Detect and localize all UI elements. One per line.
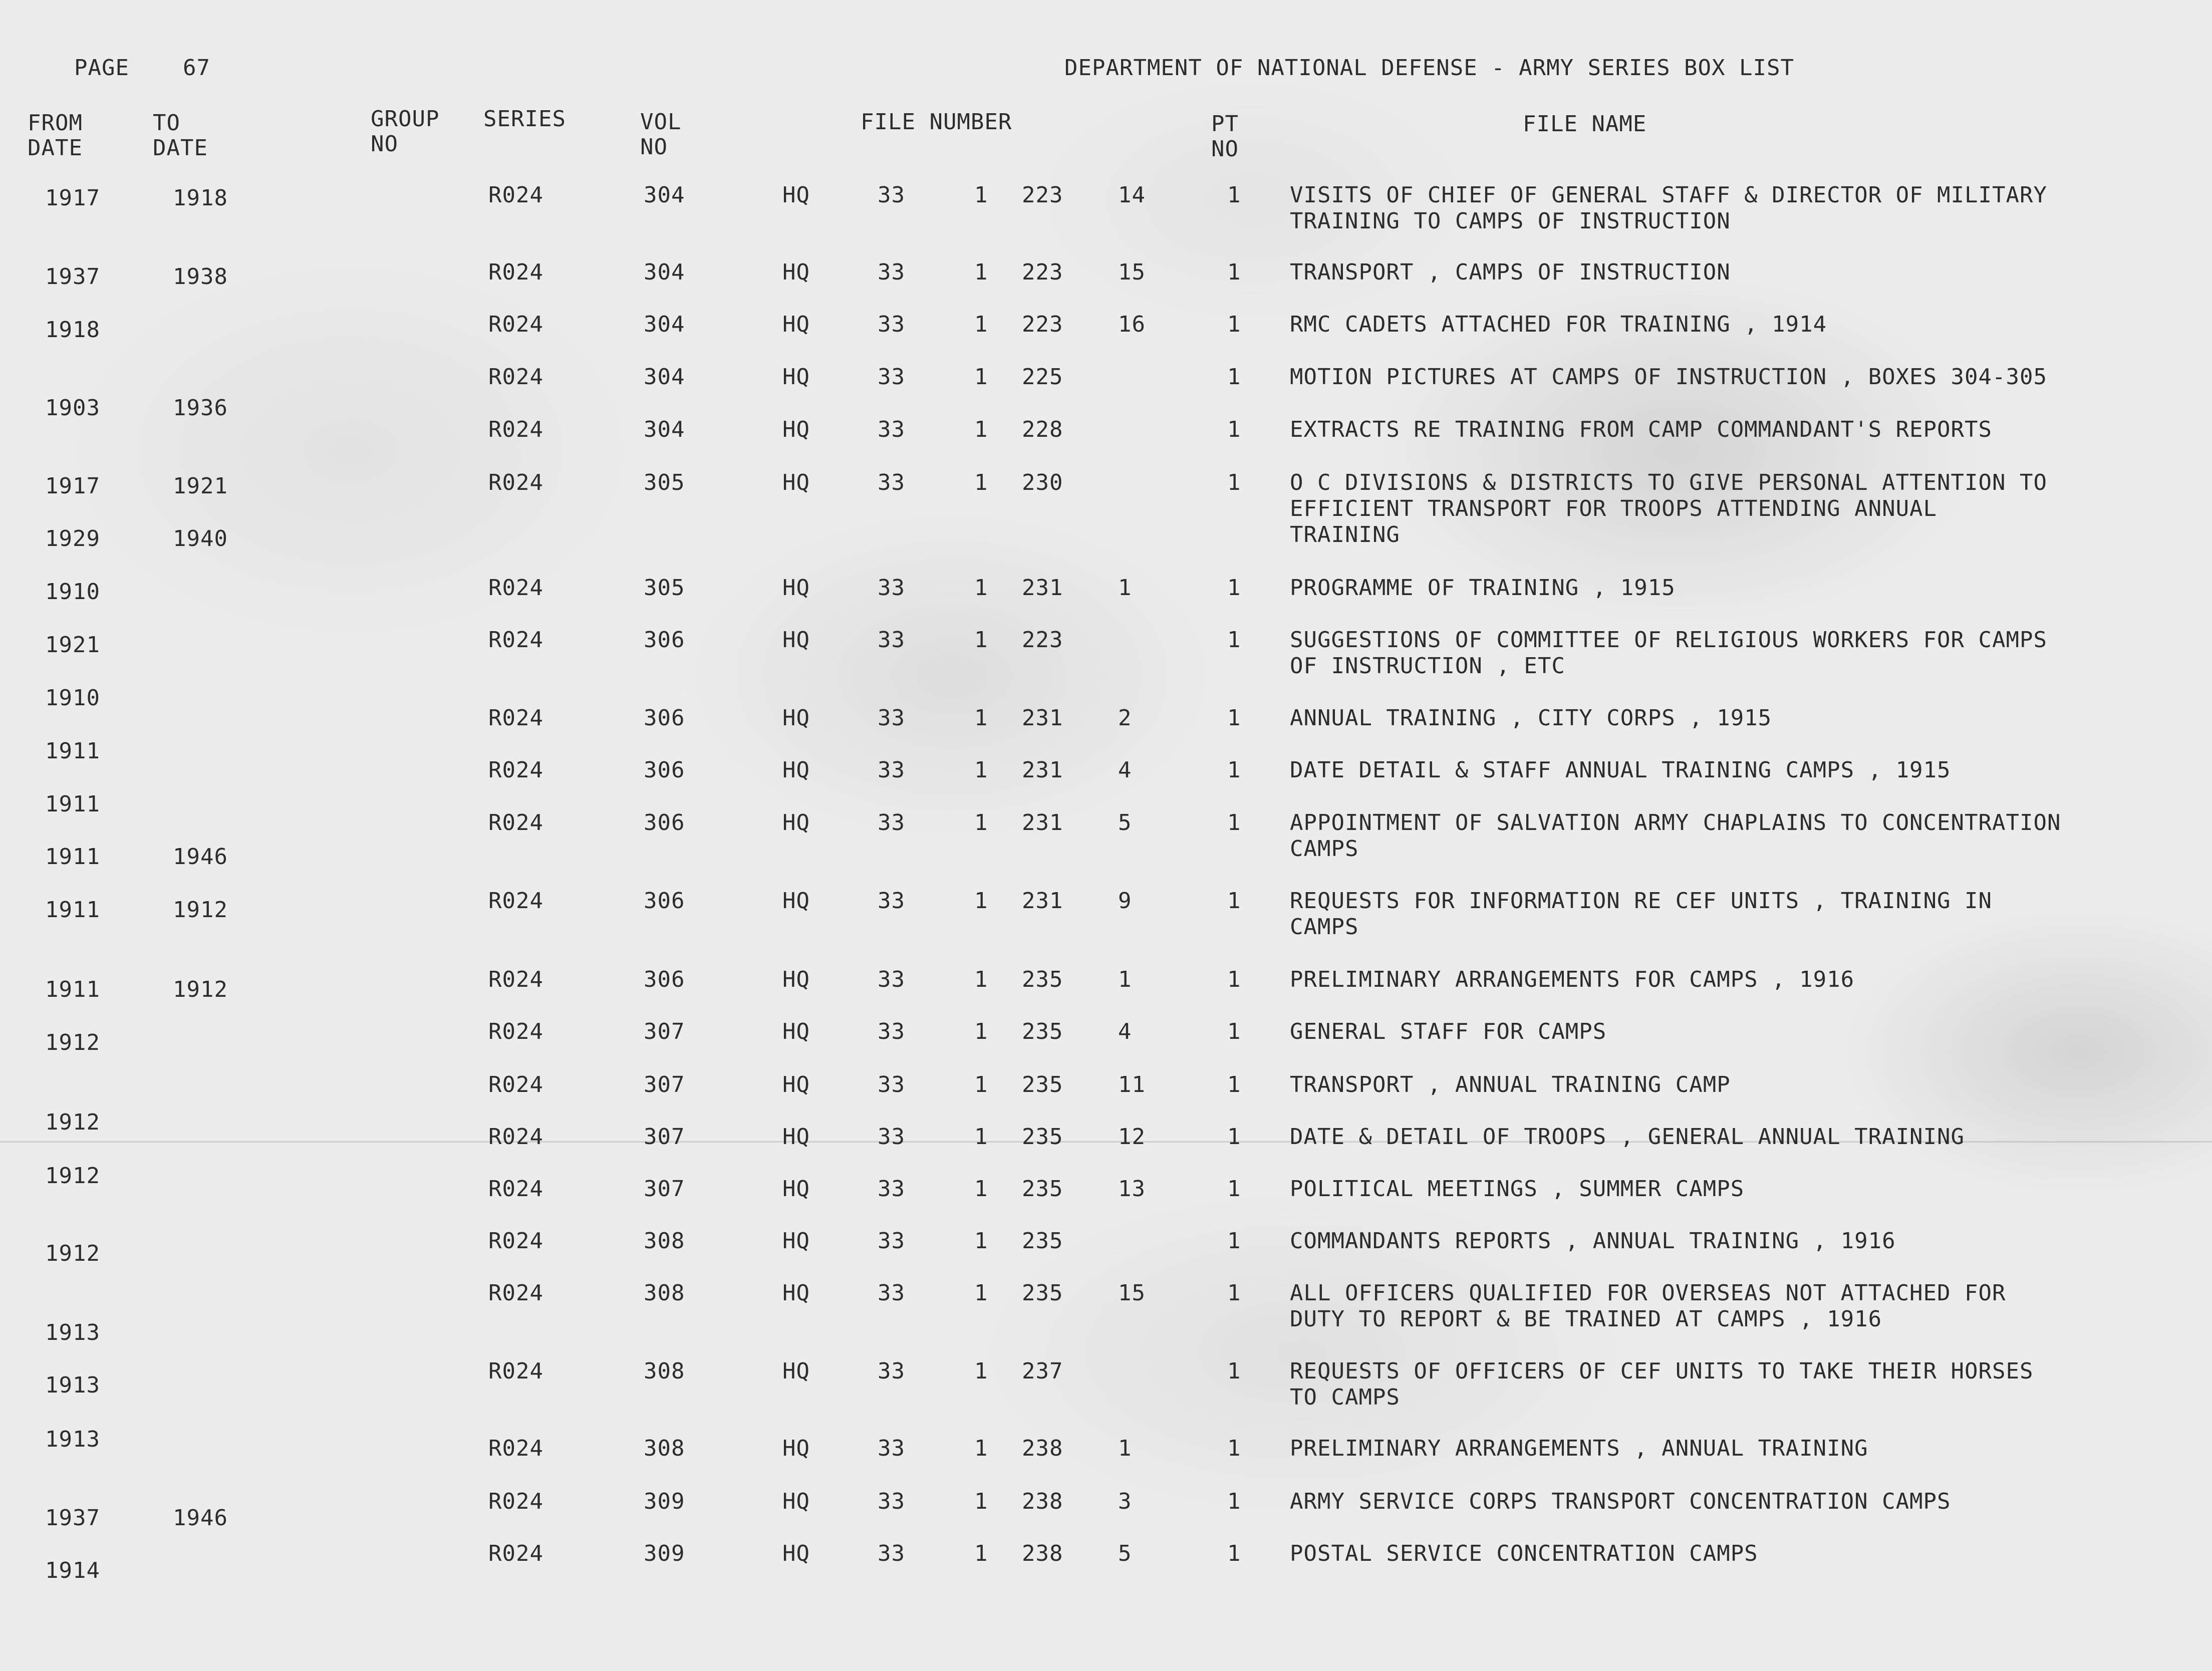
file-sub-cell: 1 <box>974 1541 988 1566</box>
file-prefix-cell: HQ <box>782 810 810 836</box>
page-title: DEPARTMENT OF NATIONAL DEFENSE - ARMY SERIES BOX LIST <box>1064 55 1794 81</box>
file-sub-cell: 1 <box>974 1358 988 1384</box>
from-date: 1911 <box>45 897 100 923</box>
series-cell: R024 <box>488 705 543 731</box>
series-cell: R024 <box>488 1358 543 1384</box>
file-block-cell: 33 <box>878 1358 905 1384</box>
file-name-cell: APPOINTMENT OF SALVATION ARMY CHAPLAINS TO CONCENTRATION <box>1290 810 2061 836</box>
pt-no-cell: 1 <box>1227 417 1241 442</box>
from-date: 1937 <box>45 264 100 290</box>
pt-no-cell: 1 <box>1227 1436 1241 1461</box>
file-suffix-cell: 14 <box>1118 182 1146 208</box>
file-main-cell: 235 <box>1022 1176 1063 1202</box>
vol-no-cell: 304 <box>644 312 685 337</box>
file-prefix-cell: HQ <box>782 967 810 992</box>
file-suffix-cell: 9 <box>1118 888 1132 914</box>
file-prefix-cell: HQ <box>782 470 810 495</box>
file-main-cell: 235 <box>1022 1019 1063 1044</box>
file-name-cell: TO CAMPS <box>1290 1384 1400 1410</box>
vol-no-cell: 306 <box>644 967 685 992</box>
pt-no-cell: 1 <box>1227 182 1241 208</box>
pt-no-cell: 1 <box>1227 810 1241 836</box>
series-cell: R024 <box>488 627 543 653</box>
from-date: 1913 <box>45 1372 100 1398</box>
vol-no-cell: 304 <box>644 182 685 208</box>
vol-no-cell: 305 <box>644 470 685 495</box>
from-date: 1937 <box>45 1505 100 1531</box>
file-sub-cell: 1 <box>974 1072 988 1097</box>
to-date: 1940 <box>173 526 228 551</box>
file-prefix-cell: HQ <box>782 182 810 208</box>
series-cell: R024 <box>488 1019 543 1044</box>
file-suffix-cell: 1 <box>1118 1436 1132 1461</box>
vol-no-cell: 305 <box>644 575 685 601</box>
file-main-cell: 235 <box>1022 1124 1063 1150</box>
from-date: 1912 <box>45 1163 100 1189</box>
file-sub-cell: 1 <box>974 182 988 208</box>
file-name-cell: DATE & DETAIL OF TROOPS , GENERAL ANNUAL TRAINING <box>1290 1124 1965 1150</box>
series-cell: R024 <box>488 312 543 337</box>
to-date: 1912 <box>173 977 228 1002</box>
header-pt-no-2: NO <box>1211 136 1239 162</box>
vol-no-cell: 306 <box>644 888 685 914</box>
series-cell: R024 <box>488 182 543 208</box>
to-date: 1921 <box>173 473 228 499</box>
file-prefix-cell: HQ <box>782 757 810 783</box>
file-prefix-cell: HQ <box>782 888 810 914</box>
file-sub-cell: 1 <box>974 364 988 390</box>
from-date: 1911 <box>45 791 100 817</box>
file-name-cell: ANNUAL TRAINING , CITY CORPS , 1915 <box>1290 705 1772 731</box>
pt-no-cell: 1 <box>1227 312 1241 337</box>
series-cell: R024 <box>488 417 543 442</box>
header-pt-no-1: PT <box>1211 111 1239 137</box>
pt-no-cell: 1 <box>1227 888 1241 914</box>
pt-no-cell: 1 <box>1227 259 1241 285</box>
from-date: 1910 <box>45 685 100 711</box>
from-date: 1912 <box>45 1109 100 1135</box>
header-group-no-1: GROUP <box>371 106 440 132</box>
series-cell: R024 <box>488 364 543 390</box>
file-prefix-cell: HQ <box>782 1489 810 1514</box>
file-sub-cell: 1 <box>974 1176 988 1202</box>
file-block-cell: 33 <box>878 470 905 495</box>
file-main-cell: 235 <box>1022 967 1063 992</box>
pt-no-cell: 1 <box>1227 627 1241 653</box>
file-block-cell: 33 <box>878 1124 905 1150</box>
file-main-cell: 238 <box>1022 1489 1063 1514</box>
file-block-cell: 33 <box>878 1436 905 1461</box>
file-suffix-cell: 11 <box>1118 1072 1146 1097</box>
file-block-cell: 33 <box>878 627 905 653</box>
vol-no-cell: 307 <box>644 1176 685 1202</box>
from-date: 1912 <box>45 1241 100 1266</box>
header-to-date-2: DATE <box>153 135 208 161</box>
to-date: 1918 <box>173 185 228 211</box>
file-suffix-cell: 16 <box>1118 312 1146 337</box>
page-label: PAGE <box>74 55 129 81</box>
series-cell: R024 <box>488 757 543 783</box>
file-main-cell: 223 <box>1022 312 1063 337</box>
header-from-date-1: FROM <box>28 110 83 136</box>
vol-no-cell: 309 <box>644 1489 685 1514</box>
from-date: 1918 <box>45 317 100 343</box>
file-sub-cell: 1 <box>974 757 988 783</box>
pt-no-cell: 1 <box>1227 1541 1241 1566</box>
file-main-cell: 237 <box>1022 1358 1063 1384</box>
file-main-cell: 231 <box>1022 888 1063 914</box>
file-name-cell: RMC CADETS ATTACHED FOR TRAINING , 1914 <box>1290 312 1827 337</box>
file-sub-cell: 1 <box>974 627 988 653</box>
series-cell: R024 <box>488 1124 543 1150</box>
vol-no-cell: 304 <box>644 259 685 285</box>
file-main-cell: 223 <box>1022 182 1063 208</box>
from-date: 1912 <box>45 1030 100 1055</box>
to-date: 1936 <box>173 395 228 421</box>
file-prefix-cell: HQ <box>782 705 810 731</box>
file-main-cell: 235 <box>1022 1072 1063 1097</box>
header-file-number: FILE NUMBER <box>861 109 1012 135</box>
file-suffix-cell: 5 <box>1118 1541 1132 1566</box>
file-prefix-cell: HQ <box>782 1541 810 1566</box>
pt-no-cell: 1 <box>1227 1358 1241 1384</box>
file-name-cell: POSTAL SERVICE CONCENTRATION CAMPS <box>1290 1541 1758 1566</box>
file-sub-cell: 1 <box>974 1124 988 1150</box>
to-date: 1938 <box>173 264 228 290</box>
file-suffix-cell: 15 <box>1118 1280 1146 1306</box>
file-name-cell: SUGGESTIONS OF COMMITTEE OF RELIGIOUS WORKERS FOR CAMPS <box>1290 627 2047 653</box>
file-block-cell: 33 <box>878 259 905 285</box>
file-name-cell: GENERAL STAFF FOR CAMPS <box>1290 1019 1607 1044</box>
vol-no-cell: 306 <box>644 810 685 836</box>
file-main-cell: 231 <box>1022 810 1063 836</box>
vol-no-cell: 306 <box>644 705 685 731</box>
series-cell: R024 <box>488 575 543 601</box>
vol-no-cell: 308 <box>644 1280 685 1306</box>
file-suffix-cell: 4 <box>1118 1019 1132 1044</box>
series-cell: R024 <box>488 1436 543 1461</box>
file-block-cell: 33 <box>878 888 905 914</box>
file-name-cell: EFFICIENT TRANSPORT FOR TROOPS ATTENDING ANNUAL <box>1290 496 1938 521</box>
from-date: 1917 <box>45 185 100 211</box>
file-block-cell: 33 <box>878 705 905 731</box>
file-name-cell: POLITICAL MEETINGS , SUMMER CAMPS <box>1290 1176 1745 1202</box>
series-cell: R024 <box>488 1280 543 1306</box>
file-sub-cell: 1 <box>974 575 988 601</box>
vol-no-cell: 304 <box>644 417 685 442</box>
file-block-cell: 33 <box>878 967 905 992</box>
file-name-cell: TRANSPORT , CAMPS OF INSTRUCTION <box>1290 259 1731 285</box>
file-main-cell: 235 <box>1022 1228 1063 1254</box>
file-name-cell: EXTRACTS RE TRAINING FROM CAMP COMMANDANT'S REPORTS <box>1290 417 1993 442</box>
file-block-cell: 33 <box>878 1280 905 1306</box>
from-date: 1911 <box>45 977 100 1002</box>
file-main-cell: 230 <box>1022 470 1063 495</box>
file-block-cell: 33 <box>878 417 905 442</box>
vol-no-cell: 307 <box>644 1019 685 1044</box>
from-date: 1913 <box>45 1427 100 1452</box>
to-date: 1946 <box>173 1505 228 1531</box>
file-main-cell: 231 <box>1022 705 1063 731</box>
file-prefix-cell: HQ <box>782 1072 810 1097</box>
file-prefix-cell: HQ <box>782 1358 810 1384</box>
pt-no-cell: 1 <box>1227 1072 1241 1097</box>
file-suffix-cell: 4 <box>1118 757 1132 783</box>
from-date: 1903 <box>45 395 100 421</box>
file-main-cell: 223 <box>1022 627 1063 653</box>
file-prefix-cell: HQ <box>782 1176 810 1202</box>
file-prefix-cell: HQ <box>782 1124 810 1150</box>
file-main-cell: 238 <box>1022 1436 1063 1461</box>
file-suffix-cell: 13 <box>1118 1176 1146 1202</box>
file-name-cell: CAMPS <box>1290 914 1359 940</box>
pt-no-cell: 1 <box>1227 1124 1241 1150</box>
from-date: 1929 <box>45 526 100 551</box>
file-block-cell: 33 <box>878 575 905 601</box>
file-name-cell: PRELIMINARY ARRANGEMENTS , ANNUAL TRAINING <box>1290 1436 1868 1461</box>
file-prefix-cell: HQ <box>782 1019 810 1044</box>
header-file-name: FILE NAME <box>1523 111 1647 137</box>
file-sub-cell: 1 <box>974 470 988 495</box>
to-date: 1946 <box>173 844 228 870</box>
file-block-cell: 33 <box>878 364 905 390</box>
series-cell: R024 <box>488 967 543 992</box>
file-block-cell: 33 <box>878 182 905 208</box>
file-name-cell: CAMPS <box>1290 836 1359 862</box>
vol-no-cell: 306 <box>644 627 685 653</box>
file-prefix-cell: HQ <box>782 259 810 285</box>
series-cell: R024 <box>488 888 543 914</box>
file-sub-cell: 1 <box>974 1280 988 1306</box>
file-prefix-cell: HQ <box>782 627 810 653</box>
file-main-cell: 235 <box>1022 1280 1063 1306</box>
vol-no-cell: 307 <box>644 1072 685 1097</box>
file-name-cell: MOTION PICTURES AT CAMPS OF INSTRUCTION , BOXES 304-305 <box>1290 364 2047 390</box>
file-prefix-cell: HQ <box>782 1280 810 1306</box>
vol-no-cell: 309 <box>644 1541 685 1566</box>
file-sub-cell: 1 <box>974 888 988 914</box>
page-number: 67 <box>183 55 210 81</box>
vol-no-cell: 308 <box>644 1436 685 1461</box>
file-name-cell: COMMANDANTS REPORTS , ANNUAL TRAINING , 1916 <box>1290 1228 1896 1254</box>
from-date: 1910 <box>45 579 100 605</box>
vol-no-cell: 304 <box>644 364 685 390</box>
vol-no-cell: 306 <box>644 757 685 783</box>
series-cell: R024 <box>488 1541 543 1566</box>
file-prefix-cell: HQ <box>782 1228 810 1254</box>
file-prefix-cell: HQ <box>782 417 810 442</box>
file-name-cell: O C DIVISIONS & DISTRICTS TO GIVE PERSONAL ATTENTION TO <box>1290 470 2047 495</box>
pt-no-cell: 1 <box>1227 470 1241 495</box>
file-name-cell: DUTY TO REPORT & BE TRAINED AT CAMPS , 1916 <box>1290 1306 1882 1332</box>
file-sub-cell: 1 <box>974 1436 988 1461</box>
file-prefix-cell: HQ <box>782 312 810 337</box>
pt-no-cell: 1 <box>1227 967 1241 992</box>
series-cell: R024 <box>488 1176 543 1202</box>
file-name-cell: ALL OFFICERS QUALIFIED FOR OVERSEAS NOT ATTACHED FOR <box>1290 1280 2006 1306</box>
file-name-cell: TRAINING <box>1290 522 1400 547</box>
pt-no-cell: 1 <box>1227 1228 1241 1254</box>
file-main-cell: 223 <box>1022 259 1063 285</box>
file-main-cell: 238 <box>1022 1541 1063 1566</box>
file-prefix-cell: HQ <box>782 1436 810 1461</box>
file-main-cell: 231 <box>1022 575 1063 601</box>
file-name-cell: DATE DETAIL & STAFF ANNUAL TRAINING CAMPS , 1915 <box>1290 757 1951 783</box>
header-vol-no-2: NO <box>640 134 668 160</box>
pt-no-cell: 1 <box>1227 1176 1241 1202</box>
file-name-cell: VISITS OF CHIEF OF GENERAL STAFF & DIRECTOR OF MILITARY <box>1290 182 2047 208</box>
file-sub-cell: 1 <box>974 1019 988 1044</box>
header-vol-no-1: VOL <box>640 109 682 135</box>
file-suffix-cell: 12 <box>1118 1124 1146 1150</box>
file-suffix-cell: 3 <box>1118 1489 1132 1514</box>
file-suffix-cell: 2 <box>1118 705 1132 731</box>
file-suffix-cell: 1 <box>1118 967 1132 992</box>
from-date: 1917 <box>45 473 100 499</box>
file-main-cell: 228 <box>1022 417 1063 442</box>
file-block-cell: 33 <box>878 1541 905 1566</box>
vol-no-cell: 308 <box>644 1228 685 1254</box>
file-block-cell: 33 <box>878 1072 905 1097</box>
file-name-cell: TRAINING TO CAMPS OF INSTRUCTION <box>1290 208 1731 234</box>
file-name-cell: ARMY SERVICE CORPS TRANSPORT CONCENTRATION CAMPS <box>1290 1489 1951 1514</box>
series-cell: R024 <box>488 1228 543 1254</box>
file-block-cell: 33 <box>878 1176 905 1202</box>
file-suffix-cell: 15 <box>1118 259 1146 285</box>
file-prefix-cell: HQ <box>782 575 810 601</box>
file-block-cell: 33 <box>878 810 905 836</box>
series-cell: R024 <box>488 259 543 285</box>
from-date: 1911 <box>45 738 100 764</box>
file-sub-cell: 1 <box>974 312 988 337</box>
file-name-cell: OF INSTRUCTION , ETC <box>1290 653 1565 679</box>
pt-no-cell: 1 <box>1227 705 1241 731</box>
pt-no-cell: 1 <box>1227 757 1241 783</box>
from-date: 1914 <box>45 1558 100 1583</box>
from-date: 1913 <box>45 1320 100 1345</box>
file-block-cell: 33 <box>878 757 905 783</box>
file-name-cell: TRANSPORT , ANNUAL TRAINING CAMP <box>1290 1072 1731 1097</box>
file-main-cell: 231 <box>1022 757 1063 783</box>
to-date: 1912 <box>173 897 228 923</box>
file-suffix-cell: 1 <box>1118 575 1132 601</box>
file-name-cell: PROGRAMME OF TRAINING , 1915 <box>1290 575 1676 601</box>
from-date: 1911 <box>45 844 100 870</box>
header-to-date-1: TO <box>153 110 180 136</box>
file-prefix-cell: HQ <box>782 364 810 390</box>
file-sub-cell: 1 <box>974 417 988 442</box>
pt-no-cell: 1 <box>1227 364 1241 390</box>
file-sub-cell: 1 <box>974 1489 988 1514</box>
file-name-cell: REQUESTS FOR INFORMATION RE CEF UNITS , TRAINING IN <box>1290 888 1993 914</box>
file-block-cell: 33 <box>878 1228 905 1254</box>
header-group-no-2: NO <box>371 131 398 157</box>
file-name-cell: PRELIMINARY ARRANGEMENTS FOR CAMPS , 1916 <box>1290 967 1855 992</box>
file-suffix-cell: 5 <box>1118 810 1132 836</box>
header-series: SERIES <box>483 106 566 132</box>
file-sub-cell: 1 <box>974 705 988 731</box>
file-block-cell: 33 <box>878 1489 905 1514</box>
pt-no-cell: 1 <box>1227 1280 1241 1306</box>
series-cell: R024 <box>488 1489 543 1514</box>
file-sub-cell: 1 <box>974 967 988 992</box>
file-name-cell: REQUESTS OF OFFICERS OF CEF UNITS TO TAKE THEIR HORSES <box>1290 1358 2034 1384</box>
file-block-cell: 33 <box>878 312 905 337</box>
file-block-cell: 33 <box>878 1019 905 1044</box>
pt-no-cell: 1 <box>1227 1019 1241 1044</box>
file-main-cell: 225 <box>1022 364 1063 390</box>
series-cell: R024 <box>488 470 543 495</box>
header-from-date-2: DATE <box>28 135 83 161</box>
series-cell: R024 <box>488 810 543 836</box>
vol-no-cell: 308 <box>644 1358 685 1384</box>
file-sub-cell: 1 <box>974 1228 988 1254</box>
pt-no-cell: 1 <box>1227 1489 1241 1514</box>
file-sub-cell: 1 <box>974 810 988 836</box>
series-cell: R024 <box>488 1072 543 1097</box>
from-date: 1921 <box>45 632 100 658</box>
file-sub-cell: 1 <box>974 259 988 285</box>
pt-no-cell: 1 <box>1227 575 1241 601</box>
vol-no-cell: 307 <box>644 1124 685 1150</box>
